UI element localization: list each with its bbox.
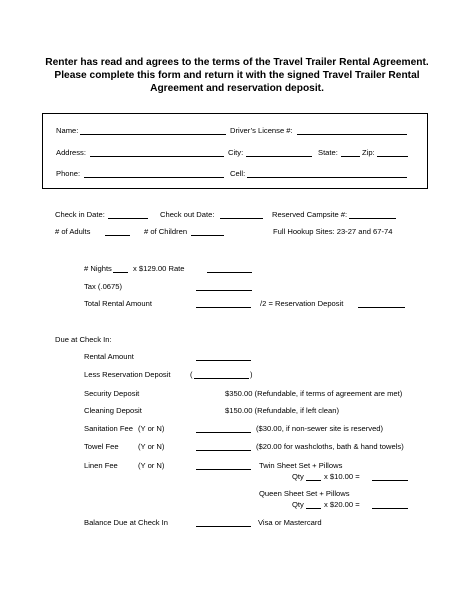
total-rental-amount-label: Total Rental Amount <box>84 299 152 308</box>
cell-field[interactable] <box>247 177 407 178</box>
queen-price: x $20.00 = <box>324 500 360 509</box>
cell-label: Cell: <box>230 169 246 178</box>
sanitation-fee-field[interactable] <box>196 432 251 433</box>
balance-due-field[interactable] <box>196 526 251 527</box>
linen-fee-field[interactable] <box>196 469 251 470</box>
check-in-date-label: Check in Date: <box>55 210 105 219</box>
twin-total-field[interactable] <box>372 480 408 481</box>
queen-sheet-set-label: Queen Sheet Set + Pillows <box>259 489 350 498</box>
drivers-license-field[interactable] <box>297 134 407 135</box>
nights-label: # Nights <box>84 264 112 273</box>
towel-fee-field[interactable] <box>196 450 251 451</box>
sanitation-yn: (Y or N) <box>138 424 165 433</box>
state-field[interactable] <box>341 156 360 157</box>
nights-field[interactable] <box>113 272 128 273</box>
reserved-campsite-field[interactable] <box>349 218 396 219</box>
payment-method: Visa or Mastercard <box>258 518 322 527</box>
reservation-deposit-label: /2 = Reservation Deposit <box>260 299 344 308</box>
balance-due-label: Balance Due at Check In <box>84 518 169 527</box>
header-line-2: Please complete this form and return it with the signed Travel Trailer Rental <box>54 70 420 81</box>
due-at-check-in-heading: Due at Check In: <box>55 335 112 344</box>
towel-yn: (Y or N) <box>138 442 165 451</box>
cleaning-deposit-amount: $150.00 (Refundable, if left clean) <box>225 406 339 415</box>
check-out-date-field[interactable] <box>220 218 263 219</box>
full-hookup-sites: Full Hookup Sites: 23-27 and 67-74 <box>273 227 393 236</box>
sanitation-note: ($30.00, if non-sewer site is reserved) <box>256 424 384 433</box>
rental-amount-label: Rental Amount <box>84 352 134 361</box>
tax-label: Tax (.0675) <box>84 282 122 291</box>
sanitation-fee-label: Sanitation Fee <box>84 424 133 433</box>
less-reservation-deposit-label: Less Reservation Deposit <box>84 370 171 379</box>
num-adults-label: # of Adults <box>55 227 91 236</box>
paren-close: ) <box>250 370 253 379</box>
city-label: City: <box>228 148 244 157</box>
linen-yn: (Y or N) <box>138 461 165 470</box>
tax-field[interactable] <box>196 290 252 291</box>
twin-sheet-set-label: Twin Sheet Set + Pillows <box>259 461 343 470</box>
paren-open: ( <box>190 370 193 379</box>
name-field[interactable] <box>80 134 226 135</box>
city-field[interactable] <box>246 156 312 157</box>
total-rental-amount-field[interactable] <box>196 307 251 308</box>
less-reservation-deposit-field[interactable] <box>194 378 249 379</box>
check-in-date-field[interactable] <box>108 218 148 219</box>
drivers-license-label: Driver’s License #: <box>230 126 293 135</box>
queen-total-field[interactable] <box>372 508 408 509</box>
num-children-label: # of Children <box>144 227 188 236</box>
queen-qty-label: Qty <box>292 500 304 509</box>
header-line-1: Renter has read and agrees to the terms of the Travel Trailer Rental Agreement. <box>45 57 429 68</box>
nights-total-field[interactable] <box>207 272 252 273</box>
security-deposit-amount: $350.00 (Refundable, if terms of agreement are met) <box>225 389 403 398</box>
security-deposit-label: Security Deposit <box>84 389 140 398</box>
rental-amount-field[interactable] <box>196 360 251 361</box>
twin-qty-field[interactable] <box>306 480 321 481</box>
name-label: Name: <box>56 126 79 135</box>
towel-note: ($20.00 for washcloths, bath & hand towels) <box>256 442 404 451</box>
num-children-field[interactable] <box>191 235 224 236</box>
towel-fee-label: Towel Fee <box>84 442 119 451</box>
phone-field[interactable] <box>84 177 224 178</box>
nightly-rate-label: x $129.00 Rate <box>133 264 185 273</box>
phone-label: Phone: <box>56 169 81 178</box>
check-out-date-label: Check out Date: <box>160 210 215 219</box>
address-field[interactable] <box>90 156 224 157</box>
queen-qty-field[interactable] <box>306 508 321 509</box>
zip-label: Zip: <box>362 148 375 157</box>
linen-fee-label: Linen Fee <box>84 461 118 470</box>
zip-field[interactable] <box>377 156 408 157</box>
cleaning-deposit-label: Cleaning Deposit <box>84 406 142 415</box>
state-label: State: <box>318 148 338 157</box>
address-label: Address: <box>56 148 86 157</box>
twin-price: x $10.00 = <box>324 472 360 481</box>
num-adults-field[interactable] <box>105 235 130 236</box>
twin-qty-label: Qty <box>292 472 304 481</box>
header-line-3: Agreement and reservation deposit. <box>150 83 324 94</box>
reserved-campsite-label: Reserved Campsite #: <box>272 210 348 219</box>
reservation-deposit-field[interactable] <box>358 307 405 308</box>
